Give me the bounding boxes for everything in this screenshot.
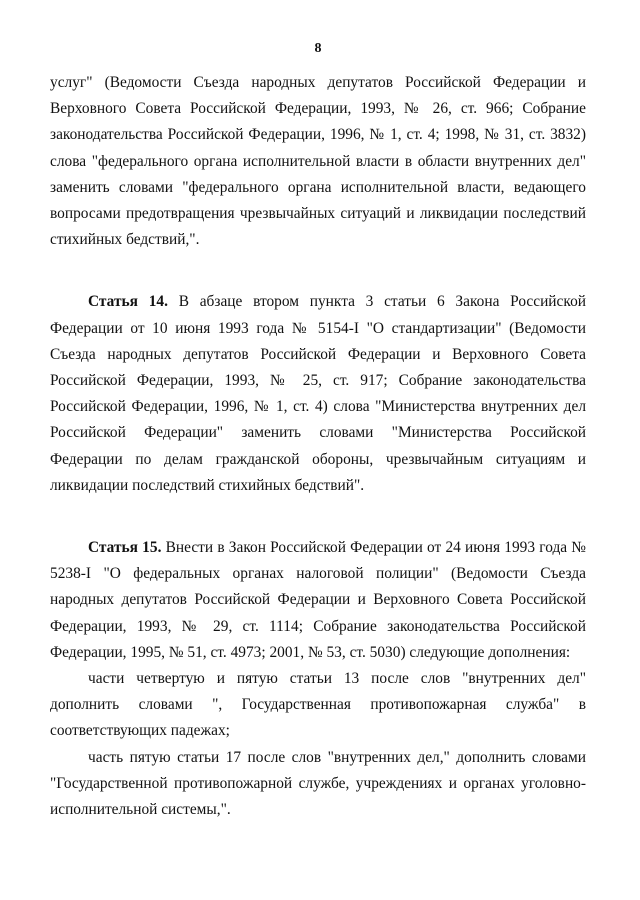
paragraph-gap bbox=[50, 499, 586, 535]
article-15-paragraph bbox=[50, 535, 586, 666]
article-14-heading: Статья 14. bbox=[88, 293, 168, 311]
paragraph-gap bbox=[50, 253, 586, 289]
paragraph-continuation: услуг" (Ведомости Съезда народных депутатов Российской Федерации и Верховного Совета Российской Федерации, 1993, № 26, ст. 966; Собрание законодательства Российской Федерации, 1996, № 1, ст. 4; 1998, № 31, ст. 3832) слова "федерального органа исполнительной власти в области внутренних дел" заменить словами "федерального органа исполнительной власти, ведающего вопросами предотвращения чрезвычайных ситуаций и ликвидации последствий стихийных бедствий,". bbox=[50, 74, 586, 249]
article-15-item-1: части четвертую и пятую статьи 13 после слов "внутренних дел" дополнить словами ", Государственная противопожарная служба" в соответствующих падежах; bbox=[50, 670, 586, 740]
page-number: 8 bbox=[314, 41, 322, 56]
article-15-item-2: часть пятую статьи 17 после слов "внутренних дел," дополнить словами "Государственной противопожарной службе, учреждениях и органах уголовно-исполнительной системы,". bbox=[50, 748, 586, 819]
article-14-paragraph bbox=[50, 289, 586, 499]
article-15-heading: Статья 15. bbox=[88, 539, 162, 557]
document-body bbox=[50, 70, 586, 823]
article-14-text: В абзаце втором пункта 3 статьи 6 Закона Российской Федерации от 10 июня 1993 года № 5154-I "О стандартизации" (Ведомости Съезда народных депутатов Российской Федерации и Верховного Совета Российской Федерации, 1993, № 25, ст. 917; Собрание законодательства Российской Федерации, 1996, № 1, ст. 4) слова "Министерства внутренних дел Российской Федерации" заменить словами "Министерства Российской Федерации по делам гражданской обороны, чрезвычайным ситуациям и ликвидации последствий стихийных бедствий". bbox=[50, 293, 586, 494]
article-15-text: Внести в Закон Российской Федерации от 24 июня 1993 года № 5238-I "О федеральных органах налоговой полиции" (Ведомости Съезда народных депутатов Российской Федерации и Верховного Совета Российской Федерации, 1993, № 29, ст. 1114; Собрание законодательства Российской Федерации, 1995, № 51, ст. 4973; 2001, № 53, ст. 5030) следующие дополнения: bbox=[50, 539, 586, 661]
